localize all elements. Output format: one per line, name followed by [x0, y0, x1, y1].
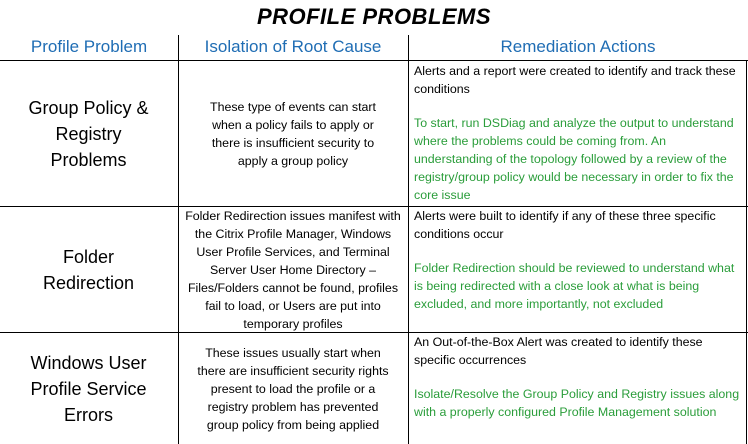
table-row-1-root-cause [179, 61, 407, 206]
problem-label: Folder Redirection [42, 246, 135, 293]
table-row-2-remediation [410, 207, 746, 332]
root-cause-text: These issues usually start when there are insufficient security rights present to load the profile or a registry problem has prevented group policy from being applied [197, 345, 389, 432]
table-row-2-problem [0, 207, 177, 332]
column-divider-2 [408, 35, 409, 444]
root-cause-text: These type of events can start when a policy fails to apply or there is insufficient security to apply a group policy [210, 99, 376, 168]
column-header-profile-problem: Profile Problem [30, 37, 148, 56]
remediation-alert-text: Alerts and a report were created to identify and track these conditions [414, 64, 736, 96]
table-row-3-root-cause [179, 333, 407, 444]
problem-label: Windows User Profile Service Errors [30, 352, 147, 425]
root-cause-text: Folder Redirection issues manifest with the Citrix Profile Manager, Windows User Profile Services, and Terminal Server User Home Directory – Files/Folders cannot be found, profiles fail to load, or Users are put into temporary profiles [185, 208, 401, 331]
remediation-fix-text: Isolate/Resolve the Group Policy and Registry issues along with a properly configured Profile Management solution [414, 387, 740, 419]
remediation-alert-text: Alerts were built to identify if any of these three specific conditions occur [414, 209, 716, 241]
problem-label: Group Policy & Registry Problems [28, 97, 149, 170]
table-row-2-root-cause [179, 207, 407, 332]
column-header-root-cause: Isolation of Root Cause [204, 37, 382, 56]
table-row-3-problem [0, 333, 177, 444]
remediation-fix-text: To start, run DSDiag and analyze the output to understand where the problems could be coming from. An understanding of the topology followed by a review of the registry/group policy would be necessary in order to fix the core issue [414, 116, 734, 202]
remediation-alert-text: An Out-of-the-Box Alert was created to identify these specific occurrences [414, 335, 703, 367]
table-row-1-remediation [410, 62, 746, 206]
remediation-fix-text: Folder Redirection should be reviewed to understand what is being redirected with a close look at what is being excluded, and more importantly, not excluded [414, 261, 735, 311]
table-row-3-remediation [410, 333, 746, 444]
page-title: PROFILE PROBLEMS [256, 4, 492, 29]
table-right-border [746, 60, 747, 444]
table-row-1-problem [0, 61, 177, 206]
column-header-remediation: Remediation Actions [500, 37, 656, 56]
